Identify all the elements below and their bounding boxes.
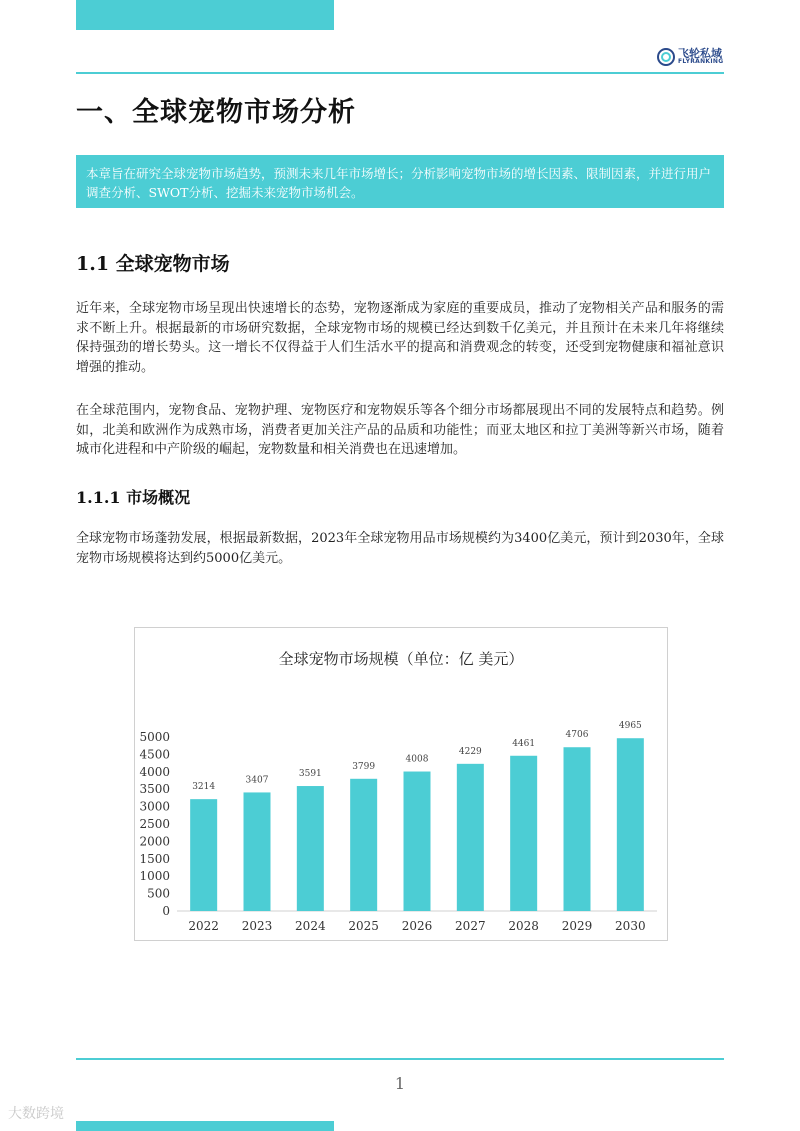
section-paragraph-1: 近年来，全球宠物市场呈现出快速增长的态势，宠物逐渐成为家庭的重要成员，推动了宠物相关产品和服务的需求不断上升。根据最新的市场研究数据，全球宠物市场的规模已经达到数千亿美元，并且预计在未来几年将继续保持强劲的增长势头。这一增长不仅得益于人们生活水平的提高和消费观念的转变，还受到宠物健康和福祉意识增强的推动。	[76, 301, 724, 375]
y-tick-label: 3500	[139, 782, 170, 797]
x-tick-label: 2028	[508, 919, 539, 933]
footer-divider	[76, 1058, 724, 1060]
x-tick-label: 2026	[401, 919, 433, 933]
x-tick-label: 2022	[188, 919, 219, 933]
top-accent-bar	[76, 0, 334, 30]
bar	[617, 738, 644, 911]
bar	[457, 764, 484, 911]
bar	[190, 799, 217, 911]
x-tick-label: 2030	[615, 919, 646, 933]
y-tick-label: 3000	[139, 799, 170, 814]
logo-text-cn: 飞轮私域	[678, 47, 722, 60]
x-tick-label: 2029	[561, 919, 593, 933]
y-tick-label: 1500	[139, 851, 170, 866]
y-tick-label: 4500	[139, 747, 170, 762]
header-divider	[76, 72, 724, 74]
logo-text-en: FLYRANKING	[678, 58, 724, 65]
bar-value-label: 4229	[458, 746, 482, 757]
bar-value-label: 4008	[405, 754, 429, 765]
x-tick-label: 2024	[295, 919, 326, 933]
y-tick-label: 500	[147, 886, 170, 901]
flyranking-logo	[656, 46, 726, 68]
bar-value-label: 3799	[352, 761, 376, 772]
chart-plot	[135, 628, 667, 940]
bar	[564, 747, 591, 911]
bar-value-label: 3407	[245, 775, 269, 786]
y-tick-label: 4000	[139, 764, 170, 779]
watermark: 大数跨境	[8, 1106, 64, 1122]
chapter-title: 一、全球宠物市场分析	[76, 97, 356, 128]
chart-title: 全球宠物市场规模（单位：亿 美元）	[278, 650, 524, 668]
x-tick-label: 2027	[455, 919, 486, 933]
x-tick-label: 2025	[348, 919, 379, 933]
bar-value-label: 3214	[192, 782, 216, 793]
logo-mark-icon	[656, 47, 676, 67]
section-paragraph-2: 在全球范围内，宠物食品、宠物护理、宠物医疗和宠物娱乐等各个细分市场都展现出不同的发展特点和趋势。例如，北美和欧洲作为成熟市场，消费者更加关注产品的品质和功能性；而亚太地区和拉丁美洲等新兴市场，随着城市化进程和中产阶级的崛起，宠物数量和相关消费也在迅速增加。	[76, 403, 724, 457]
y-tick-label: 0	[162, 904, 170, 918]
bar-value-label: 4706	[565, 730, 589, 741]
y-tick-label: 2500	[139, 817, 170, 831]
bar	[244, 792, 271, 911]
y-tick-label: 2000	[139, 834, 170, 849]
y-tick-label: 5000	[139, 730, 170, 744]
subsection-heading: 1.1.1 市场概况	[76, 488, 191, 507]
bottom-accent-bar	[76, 1121, 334, 1131]
y-tick-label: 1000	[139, 869, 170, 884]
bar	[350, 779, 377, 911]
bar	[510, 756, 537, 911]
bar	[297, 786, 324, 911]
x-tick-label: 2023	[241, 919, 273, 933]
intro-text: 本章旨在研究全球宠物市场趋势，预测未来几年市场增长；分析影响宠物市场的增长因素、限制因素，并进行用户调查分析、SWOT分析、挖掘未来宠物市场机会。	[86, 166, 712, 200]
bar-value-label: 4461	[512, 738, 536, 749]
bar-value-label: 3591	[298, 769, 322, 780]
bar	[404, 772, 431, 911]
page-number: 1	[394, 1074, 406, 1093]
bar-value-label: 4965	[618, 721, 642, 732]
section-heading: 1.1 全球宠物市场	[76, 253, 230, 275]
subsection-paragraph: 全球宠物市场蓬勃发展，根据最新数据，2023年全球宠物用品市场规模约为3400亿美元，预计到2030年，全球宠物市场规模将达到约5000亿美元。	[76, 531, 724, 566]
market-size-chart	[134, 627, 668, 941]
